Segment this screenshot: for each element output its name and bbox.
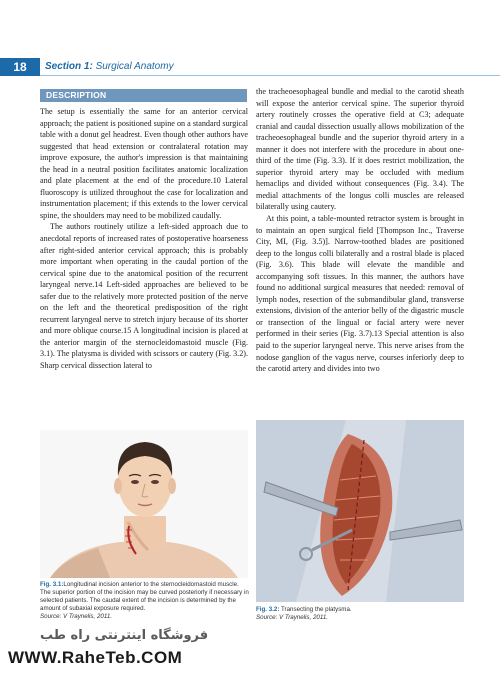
platysma-transection-illustration — [256, 420, 464, 602]
left-text-column — [40, 106, 248, 372]
right-text-column — [256, 86, 464, 375]
page-number: 18 — [0, 58, 40, 76]
watermark-persian: فروشگاه اینترنتی راه طب — [40, 628, 209, 643]
figure-label: Fig. 3.2: — [256, 606, 280, 613]
figure-caption-text: Transecting the platysma. — [281, 606, 352, 613]
figure-3-2-illustration — [256, 420, 464, 602]
watermark-url: WWW.RaheTeb.COM — [8, 648, 183, 667]
header-rule — [40, 75, 500, 76]
running-header — [45, 58, 174, 76]
paragraph: the tracheoesophageal bundle and medial to the carotid sheath will expose the anterior cervical spine. The superior thyroid artery routinely crosses the operative field at C3; adequate cranial and caudal dissection usually allows mobilization of the tracheoesophageal bundle and the superior thyroid artery in a manner it does not interfere with the procedure in about one-third of the time (Fig. 3.3). If it does restrict mobilization, the superior thyroid artery may be occluded with medium hemaclips and divided without consequences (Fig. 3.4). The medial attachments of the longus colli muscles are released bilaterally using cautery. — [256, 87, 464, 212]
figure-3-1-caption — [40, 581, 250, 621]
paragraph: The authors routinely utilize a left-sided approach due to anecdotal reports of increased rates of postoperative hoarseness after right-sided anterior cervical approach; this is probably more important when operating in the caudal portion of the cervical spine due to the anatomical position of the recurrent laryngeal nerve.14 Left-sided approaches are believed to be safer due to the relatively more protected position of the nerve on the left and the theoretical predisposition of the right recurrent laryngeal nerve to stretch injury because of its shorter and more oblique course.15 A longitudinal incision is placed at the anterior margin of the sternocleidomastoid muscle (Fig. 3.1). The platysma is divided with scissors or cautery (Fig. 3.2). Sharp cervical dissection lateral to — [40, 222, 248, 371]
section-label: Section 1: — [45, 61, 93, 72]
figure-3-1-illustration — [40, 430, 248, 578]
neck-incision-illustration — [40, 430, 248, 578]
paragraph: The setup is essentially the same for an anterior cervical approach; the patient is positioned supine on a standard surgical table with a donut gel headrest. Even though other authors have suggested that head extension or contralateral rotation may improve exposure, the author's impression is that maintaining the head in a neutral position facilitates anatomic localization and plate placement at the end of the procedure.10 Lateral fluoroscopy is utilized throughout the case for localization and instrumentation placement; if this extends to the lower cervical spine, the shoulders may need to be mobilized caudally. — [40, 107, 248, 220]
figure-caption-text: Longitudinal incision anterior to the sternocleidomastoid muscle. The superior portion of the incision may be curved posteriorly if necessary in selected patients. The caudal extent of the incision is determined by the amount of subaxial exposure required. — [40, 581, 249, 612]
figure-label: Fig. 3.1: — [40, 581, 64, 588]
section-title: Surgical Anatomy — [95, 61, 174, 72]
paragraph: At this point, a table-mounted retractor system is brought in to maintain an open surgical field [Thompson Inc., Traverse City, MI, (Fig. 3.5)]. Narrow-toothed blades are positioned deep to the longus colli bilaterally and a rostral blade is placed (Fig. 3.6). This blade will elevate the mandible and accompanying soft tissues. In this manner, the authors have found no additional surgical measures that needed: removal of lymph nodes, resection of the submandibular gland, transverse extensions, division of the anterior belly of the digastric muscle or transection of the lingual or facial artery were never performed in their series (Fig. 3.7).13 Special attention is also paid to the superior laryngeal nerve. This nerve arises from the nodose ganglion of the vagus nerve, courses inferiorly deep to the carotid artery and divides into two — [256, 214, 464, 374]
figure-source: Source: V Traynelis, 2011. — [40, 613, 112, 620]
description-heading: DESCRIPTION — [46, 90, 107, 100]
figure-source: Source: V Traynelis, 2011. — [256, 614, 328, 621]
figure-3-2-caption — [256, 606, 466, 622]
